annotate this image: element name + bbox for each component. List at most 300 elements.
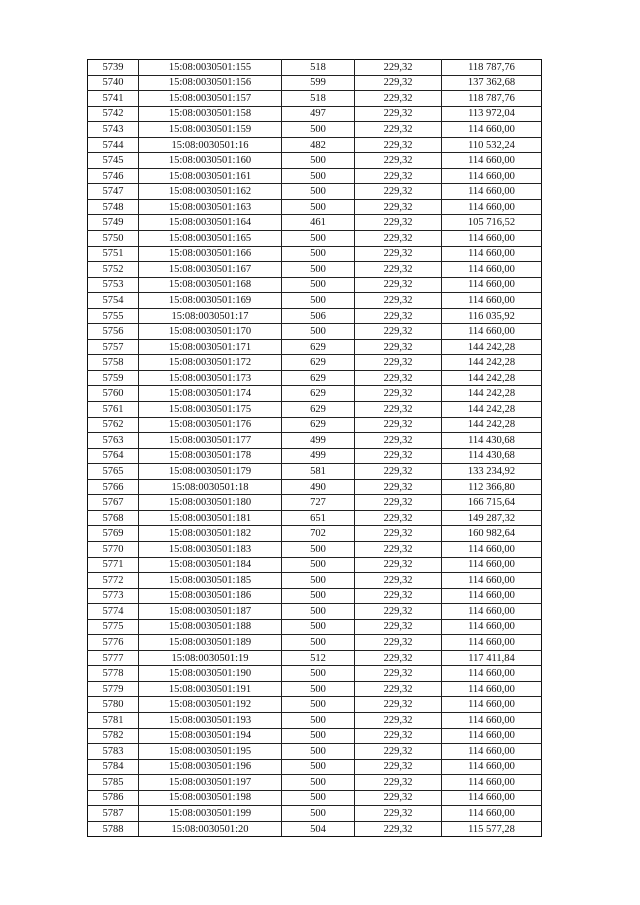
row-number-cell: 5755	[88, 308, 139, 324]
row-number-cell: 5788	[88, 821, 139, 837]
value-cell: 114 660,00	[442, 697, 542, 713]
rate-cell: 229,32	[355, 790, 442, 806]
area-cell: 497	[282, 106, 355, 122]
area-cell: 500	[282, 277, 355, 293]
row-number-cell: 5771	[88, 557, 139, 573]
area-cell: 629	[282, 370, 355, 386]
row-number-cell: 5739	[88, 60, 139, 76]
row-number-cell: 5785	[88, 775, 139, 791]
table-row	[88, 604, 542, 620]
cadastral-number-cell: 15:08:0030501:162	[139, 184, 282, 200]
cadastral-number-cell: 15:08:0030501:176	[139, 417, 282, 433]
rate-cell: 229,32	[355, 806, 442, 822]
rate-cell: 229,32	[355, 728, 442, 744]
area-cell: 500	[282, 744, 355, 760]
row-number-cell: 5752	[88, 262, 139, 278]
area-cell: 500	[282, 697, 355, 713]
value-cell: 105 716,52	[442, 215, 542, 231]
cadastral-number-cell: 15:08:0030501:194	[139, 728, 282, 744]
cadastral-number-cell: 15:08:0030501:155	[139, 60, 282, 76]
rate-cell: 229,32	[355, 697, 442, 713]
table-row	[88, 744, 542, 760]
row-number-cell: 5749	[88, 215, 139, 231]
value-cell: 115 577,28	[442, 821, 542, 837]
cadastral-number-cell: 15:08:0030501:17	[139, 308, 282, 324]
row-number-cell: 5781	[88, 712, 139, 728]
row-number-cell: 5774	[88, 604, 139, 620]
table-row	[88, 541, 542, 557]
value-cell: 114 660,00	[442, 604, 542, 620]
table-body	[88, 60, 542, 837]
row-number-cell: 5779	[88, 681, 139, 697]
value-cell: 118 787,76	[442, 91, 542, 107]
rate-cell: 229,32	[355, 588, 442, 604]
value-cell: 114 660,00	[442, 790, 542, 806]
value-cell: 116 035,92	[442, 308, 542, 324]
row-number-cell: 5754	[88, 293, 139, 309]
row-number-cell: 5746	[88, 168, 139, 184]
value-cell: 114 660,00	[442, 635, 542, 651]
value-cell: 114 660,00	[442, 541, 542, 557]
value-cell: 114 660,00	[442, 775, 542, 791]
table-row	[88, 246, 542, 262]
row-number-cell: 5756	[88, 324, 139, 340]
row-number-cell: 5777	[88, 650, 139, 666]
cadastral-number-cell: 15:08:0030501:179	[139, 464, 282, 480]
area-cell: 500	[282, 790, 355, 806]
table-row	[88, 759, 542, 775]
table-row	[88, 231, 542, 247]
rate-cell: 229,32	[355, 681, 442, 697]
rate-cell: 229,32	[355, 153, 442, 169]
area-cell: 500	[282, 619, 355, 635]
area-cell: 482	[282, 137, 355, 153]
cadastral-number-cell: 15:08:0030501:177	[139, 433, 282, 449]
area-cell: 629	[282, 339, 355, 355]
rate-cell: 229,32	[355, 293, 442, 309]
row-number-cell: 5760	[88, 386, 139, 402]
area-cell: 518	[282, 60, 355, 76]
table-row	[88, 199, 542, 215]
cadastral-number-cell: 15:08:0030501:191	[139, 681, 282, 697]
rate-cell: 229,32	[355, 339, 442, 355]
cadastral-number-cell: 15:08:0030501:169	[139, 293, 282, 309]
rate-cell: 229,32	[355, 184, 442, 200]
value-cell: 114 660,00	[442, 246, 542, 262]
area-cell: 500	[282, 759, 355, 775]
area-cell: 500	[282, 231, 355, 247]
cadastral-number-cell: 15:08:0030501:159	[139, 122, 282, 138]
area-cell: 500	[282, 184, 355, 200]
row-number-cell: 5763	[88, 433, 139, 449]
row-number-cell: 5744	[88, 137, 139, 153]
row-number-cell: 5784	[88, 759, 139, 775]
rate-cell: 229,32	[355, 541, 442, 557]
value-cell: 133 234,92	[442, 464, 542, 480]
row-number-cell: 5770	[88, 541, 139, 557]
area-cell: 500	[282, 557, 355, 573]
row-number-cell: 5786	[88, 790, 139, 806]
table-row	[88, 215, 542, 231]
row-number-cell: 5742	[88, 106, 139, 122]
area-cell: 629	[282, 386, 355, 402]
rate-cell: 229,32	[355, 759, 442, 775]
value-cell: 114 660,00	[442, 184, 542, 200]
table-row	[88, 650, 542, 666]
row-number-cell: 5741	[88, 91, 139, 107]
rate-cell: 229,32	[355, 417, 442, 433]
cadastral-number-cell: 15:08:0030501:160	[139, 153, 282, 169]
table-row	[88, 635, 542, 651]
value-cell: 114 660,00	[442, 806, 542, 822]
table-row	[88, 60, 542, 76]
area-cell: 500	[282, 168, 355, 184]
area-cell: 629	[282, 417, 355, 433]
rate-cell: 229,32	[355, 60, 442, 76]
table-row	[88, 355, 542, 371]
value-cell: 114 660,00	[442, 293, 542, 309]
rate-cell: 229,32	[355, 821, 442, 837]
rate-cell: 229,32	[355, 619, 442, 635]
cadastral-number-cell: 15:08:0030501:182	[139, 526, 282, 542]
value-cell: 110 532,24	[442, 137, 542, 153]
rate-cell: 229,32	[355, 448, 442, 464]
table-row	[88, 448, 542, 464]
row-number-cell: 5772	[88, 573, 139, 589]
cadastral-number-cell: 15:08:0030501:195	[139, 744, 282, 760]
cadastral-number-cell: 15:08:0030501:199	[139, 806, 282, 822]
value-cell: 117 411,84	[442, 650, 542, 666]
rate-cell: 229,32	[355, 573, 442, 589]
area-cell: 500	[282, 262, 355, 278]
value-cell: 149 287,32	[442, 510, 542, 526]
row-number-cell: 5757	[88, 339, 139, 355]
cadastral-number-cell: 15:08:0030501:19	[139, 650, 282, 666]
table-row	[88, 324, 542, 340]
row-number-cell: 5758	[88, 355, 139, 371]
rate-cell: 229,32	[355, 386, 442, 402]
rate-cell: 229,32	[355, 137, 442, 153]
table-row	[88, 712, 542, 728]
cadastral-number-cell: 15:08:0030501:196	[139, 759, 282, 775]
value-cell: 114 660,00	[442, 231, 542, 247]
rate-cell: 229,32	[355, 215, 442, 231]
value-cell: 114 660,00	[442, 744, 542, 760]
table-row	[88, 370, 542, 386]
row-number-cell: 5750	[88, 231, 139, 247]
area-cell: 504	[282, 821, 355, 837]
cadastral-number-cell: 15:08:0030501:167	[139, 262, 282, 278]
area-cell: 500	[282, 153, 355, 169]
area-cell: 461	[282, 215, 355, 231]
area-cell: 500	[282, 246, 355, 262]
table-row	[88, 495, 542, 511]
rate-cell: 229,32	[355, 324, 442, 340]
cadastral-number-cell: 15:08:0030501:18	[139, 479, 282, 495]
table-row	[88, 619, 542, 635]
value-cell: 144 242,28	[442, 417, 542, 433]
area-cell: 727	[282, 495, 355, 511]
cadastral-number-cell: 15:08:0030501:184	[139, 557, 282, 573]
area-cell: 500	[282, 122, 355, 138]
rate-cell: 229,32	[355, 122, 442, 138]
value-cell: 114 430,68	[442, 433, 542, 449]
table-row	[88, 168, 542, 184]
rate-cell: 229,32	[355, 168, 442, 184]
row-number-cell: 5775	[88, 619, 139, 635]
rate-cell: 229,32	[355, 479, 442, 495]
table-row	[88, 464, 542, 480]
rate-cell: 229,32	[355, 464, 442, 480]
cadastral-number-cell: 15:08:0030501:165	[139, 231, 282, 247]
row-number-cell: 5743	[88, 122, 139, 138]
rate-cell: 229,32	[355, 370, 442, 386]
area-cell: 500	[282, 728, 355, 744]
value-cell: 144 242,28	[442, 386, 542, 402]
area-cell: 490	[282, 479, 355, 495]
value-cell: 160 982,64	[442, 526, 542, 542]
cadastral-number-cell: 15:08:0030501:188	[139, 619, 282, 635]
rate-cell: 229,32	[355, 91, 442, 107]
row-number-cell: 5783	[88, 744, 139, 760]
area-cell: 702	[282, 526, 355, 542]
cadastral-number-cell: 15:08:0030501:186	[139, 588, 282, 604]
value-cell: 144 242,28	[442, 402, 542, 418]
row-number-cell: 5748	[88, 199, 139, 215]
row-number-cell: 5751	[88, 246, 139, 262]
table-row	[88, 153, 542, 169]
cadastral-number-cell: 15:08:0030501:183	[139, 541, 282, 557]
area-cell: 500	[282, 635, 355, 651]
rate-cell: 229,32	[355, 231, 442, 247]
cadastral-number-cell: 15:08:0030501:171	[139, 339, 282, 355]
value-cell: 118 787,76	[442, 60, 542, 76]
table-row	[88, 526, 542, 542]
cadastral-number-cell: 15:08:0030501:163	[139, 199, 282, 215]
area-cell: 512	[282, 650, 355, 666]
value-cell: 114 660,00	[442, 277, 542, 293]
row-number-cell: 5765	[88, 464, 139, 480]
cadastral-number-cell: 15:08:0030501:198	[139, 790, 282, 806]
table-row	[88, 790, 542, 806]
cadastral-number-cell: 15:08:0030501:181	[139, 510, 282, 526]
row-number-cell: 5778	[88, 666, 139, 682]
area-cell: 499	[282, 448, 355, 464]
cadastral-number-cell: 15:08:0030501:166	[139, 246, 282, 262]
area-cell: 500	[282, 324, 355, 340]
table-row	[88, 308, 542, 324]
table-row	[88, 122, 542, 138]
table-row	[88, 666, 542, 682]
row-number-cell: 5776	[88, 635, 139, 651]
value-cell: 112 366,80	[442, 479, 542, 495]
table-row	[88, 277, 542, 293]
table-row	[88, 262, 542, 278]
area-cell: 651	[282, 510, 355, 526]
rate-cell: 229,32	[355, 355, 442, 371]
value-cell: 114 660,00	[442, 168, 542, 184]
value-cell: 114 660,00	[442, 759, 542, 775]
row-number-cell: 5761	[88, 402, 139, 418]
value-cell: 114 430,68	[442, 448, 542, 464]
cadastral-number-cell: 15:08:0030501:187	[139, 604, 282, 620]
rate-cell: 229,32	[355, 262, 442, 278]
area-cell: 500	[282, 588, 355, 604]
table-row	[88, 106, 542, 122]
row-number-cell: 5747	[88, 184, 139, 200]
rate-cell: 229,32	[355, 744, 442, 760]
area-cell: 500	[282, 199, 355, 215]
cadastral-number-cell: 15:08:0030501:156	[139, 75, 282, 91]
row-number-cell: 5740	[88, 75, 139, 91]
cadastral-number-cell: 15:08:0030501:168	[139, 277, 282, 293]
value-cell: 114 660,00	[442, 122, 542, 138]
row-number-cell: 5759	[88, 370, 139, 386]
value-cell: 144 242,28	[442, 370, 542, 386]
cadastral-number-cell: 15:08:0030501:193	[139, 712, 282, 728]
table-row	[88, 184, 542, 200]
rate-cell: 229,32	[355, 106, 442, 122]
table-row	[88, 402, 542, 418]
cadastral-number-cell: 15:08:0030501:158	[139, 106, 282, 122]
value-cell: 113 972,04	[442, 106, 542, 122]
cadastral-number-cell: 15:08:0030501:161	[139, 168, 282, 184]
area-cell: 500	[282, 681, 355, 697]
area-cell: 500	[282, 604, 355, 620]
value-cell: 114 660,00	[442, 557, 542, 573]
cadastral-number-cell: 15:08:0030501:173	[139, 370, 282, 386]
rate-cell: 229,32	[355, 775, 442, 791]
value-cell: 114 660,00	[442, 666, 542, 682]
area-cell: 506	[282, 308, 355, 324]
area-cell: 629	[282, 402, 355, 418]
row-number-cell: 5780	[88, 697, 139, 713]
table-row	[88, 293, 542, 309]
area-cell: 500	[282, 775, 355, 791]
data-table	[87, 59, 542, 837]
cadastral-number-cell: 15:08:0030501:175	[139, 402, 282, 418]
cadastral-number-cell: 15:08:0030501:16	[139, 137, 282, 153]
rate-cell: 229,32	[355, 433, 442, 449]
table-row	[88, 557, 542, 573]
rate-cell: 229,32	[355, 308, 442, 324]
cadastral-number-cell: 15:08:0030501:192	[139, 697, 282, 713]
cadastral-number-cell: 15:08:0030501:180	[139, 495, 282, 511]
area-cell: 499	[282, 433, 355, 449]
area-cell: 581	[282, 464, 355, 480]
cadastral-number-cell: 15:08:0030501:172	[139, 355, 282, 371]
table-row	[88, 588, 542, 604]
cadastral-number-cell: 15:08:0030501:20	[139, 821, 282, 837]
rate-cell: 229,32	[355, 557, 442, 573]
area-cell: 500	[282, 541, 355, 557]
table-row	[88, 806, 542, 822]
area-cell: 500	[282, 293, 355, 309]
value-cell: 114 660,00	[442, 588, 542, 604]
value-cell: 114 660,00	[442, 199, 542, 215]
table-row	[88, 75, 542, 91]
table-row	[88, 775, 542, 791]
table-row	[88, 91, 542, 107]
cadastral-number-cell: 15:08:0030501:197	[139, 775, 282, 791]
value-cell: 114 660,00	[442, 681, 542, 697]
rate-cell: 229,32	[355, 510, 442, 526]
rate-cell: 229,32	[355, 666, 442, 682]
rate-cell: 229,32	[355, 277, 442, 293]
table-row	[88, 681, 542, 697]
value-cell: 166 715,64	[442, 495, 542, 511]
row-number-cell: 5762	[88, 417, 139, 433]
rate-cell: 229,32	[355, 526, 442, 542]
row-number-cell: 5769	[88, 526, 139, 542]
rate-cell: 229,32	[355, 199, 442, 215]
cadastral-number-cell: 15:08:0030501:185	[139, 573, 282, 589]
value-cell: 114 660,00	[442, 262, 542, 278]
area-cell: 500	[282, 666, 355, 682]
cadastral-number-cell: 15:08:0030501:189	[139, 635, 282, 651]
area-cell: 629	[282, 355, 355, 371]
area-cell: 500	[282, 806, 355, 822]
row-number-cell: 5782	[88, 728, 139, 744]
row-number-cell: 5767	[88, 495, 139, 511]
rate-cell: 229,32	[355, 75, 442, 91]
value-cell: 114 660,00	[442, 573, 542, 589]
cadastral-number-cell: 15:08:0030501:157	[139, 91, 282, 107]
table-row	[88, 386, 542, 402]
cadastral-number-cell: 15:08:0030501:174	[139, 386, 282, 402]
table-row	[88, 417, 542, 433]
table-row	[88, 433, 542, 449]
row-number-cell: 5768	[88, 510, 139, 526]
cadastral-number-cell: 15:08:0030501:190	[139, 666, 282, 682]
rate-cell: 229,32	[355, 604, 442, 620]
area-cell: 500	[282, 573, 355, 589]
value-cell: 137 362,68	[442, 75, 542, 91]
rate-cell: 229,32	[355, 635, 442, 651]
table-row	[88, 479, 542, 495]
cadastral-number-cell: 15:08:0030501:178	[139, 448, 282, 464]
row-number-cell: 5745	[88, 153, 139, 169]
value-cell: 144 242,28	[442, 339, 542, 355]
rate-cell: 229,32	[355, 402, 442, 418]
cadastral-number-cell: 15:08:0030501:164	[139, 215, 282, 231]
value-cell: 114 660,00	[442, 728, 542, 744]
rate-cell: 229,32	[355, 712, 442, 728]
value-cell: 144 242,28	[442, 355, 542, 371]
value-cell: 114 660,00	[442, 712, 542, 728]
area-cell: 599	[282, 75, 355, 91]
table-row	[88, 821, 542, 837]
table-row	[88, 137, 542, 153]
rate-cell: 229,32	[355, 246, 442, 262]
row-number-cell: 5764	[88, 448, 139, 464]
value-cell: 114 660,00	[442, 324, 542, 340]
row-number-cell: 5753	[88, 277, 139, 293]
table-row	[88, 697, 542, 713]
row-number-cell: 5787	[88, 806, 139, 822]
table-row	[88, 510, 542, 526]
row-number-cell: 5773	[88, 588, 139, 604]
area-cell: 518	[282, 91, 355, 107]
value-cell: 114 660,00	[442, 153, 542, 169]
value-cell: 114 660,00	[442, 619, 542, 635]
table-row	[88, 573, 542, 589]
rate-cell: 229,32	[355, 650, 442, 666]
area-cell: 500	[282, 712, 355, 728]
cadastral-number-cell: 15:08:0030501:170	[139, 324, 282, 340]
table-row	[88, 339, 542, 355]
row-number-cell: 5766	[88, 479, 139, 495]
